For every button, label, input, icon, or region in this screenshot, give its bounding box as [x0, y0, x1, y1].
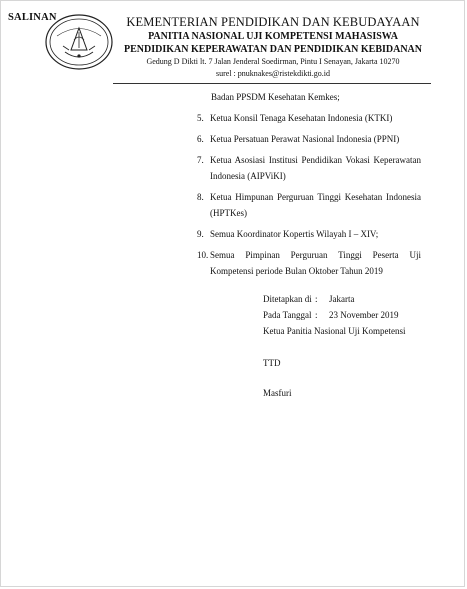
program-name: PENDIDIKAN KEPERAWATAN DAN PENDIDIKAN KEBIDANAN: [124, 43, 422, 55]
place-label: Ditetapkan di: [263, 294, 312, 304]
list-number: 10.: [197, 250, 209, 260]
place-row: [263, 291, 443, 307]
date-value: 23 November 2019: [329, 310, 399, 320]
signature-mark: TTD: [263, 358, 281, 368]
list-number: 6.: [197, 134, 204, 144]
signature-block: [263, 291, 443, 401]
recipient-list: [197, 89, 421, 279]
place-value: Jakarta: [329, 294, 355, 304]
signer-name: Masfuri: [263, 388, 292, 398]
list-continuation: Badan PPSDM Kesehatan Kemkes;: [211, 92, 340, 102]
list-item: [197, 110, 421, 126]
list-text: Semua Koordinator Kopertis Wilayah I – XIV;: [210, 229, 379, 239]
list-item: [197, 189, 421, 221]
list-text: Ketua Himpunan Perguruan Tinggi Kesehatan Indonesia (HPTKes): [210, 192, 421, 218]
place-colon: :: [315, 294, 318, 304]
ministry-name: KEMENTERIAN PENDIDIKAN DAN KEBUDAYAAN: [126, 15, 420, 29]
office-email: surel : pnuknakes@ristekdikti.go.id: [215, 68, 331, 78]
office-address: Gedung D Dikti lt. 7 Jalan Jenderal Soedirman, Pintu I Senayan, Jakarta 10270: [146, 57, 400, 67]
list-number: 8.: [197, 192, 204, 202]
list-item: [197, 131, 421, 147]
signer-position: Ketua Panitia Nasional Uji Kompetensi: [263, 326, 406, 336]
list-text: Ketua Konsil Tenaga Kesehatan Indonesia (KTKI): [210, 113, 393, 123]
tut-wuri-handayani-logo-icon: [43, 12, 115, 72]
list-item: [197, 152, 421, 184]
list-number: 9.: [197, 229, 204, 239]
letterhead-divider: [113, 83, 431, 84]
list-text: Semua Pimpinan Perguruan Tinggi Peserta Uji Kompetensi periode Bulan Oktober Tahun 2019: [210, 250, 421, 276]
date-colon: :: [315, 310, 318, 320]
list-number: 5.: [197, 113, 204, 123]
list-item: [197, 226, 421, 242]
list-number: 7.: [197, 155, 204, 165]
list-text: Ketua Persatuan Perawat Nasional Indonesia (PPNI): [210, 134, 400, 144]
date-row: [263, 307, 443, 323]
list-item: [197, 247, 421, 279]
list-text: Ketua Asosiasi Institusi Pendidikan Vokasi Keperawatan Indonesia (AIPViKI): [210, 155, 421, 181]
date-label: Pada Tanggal: [263, 310, 312, 320]
letterhead: [117, 15, 429, 78]
copy-stamp: SALINAN: [8, 12, 57, 23]
committee-name: PANITIA NASIONAL UJI KOMPETENSI MAHASISWA: [148, 31, 398, 43]
